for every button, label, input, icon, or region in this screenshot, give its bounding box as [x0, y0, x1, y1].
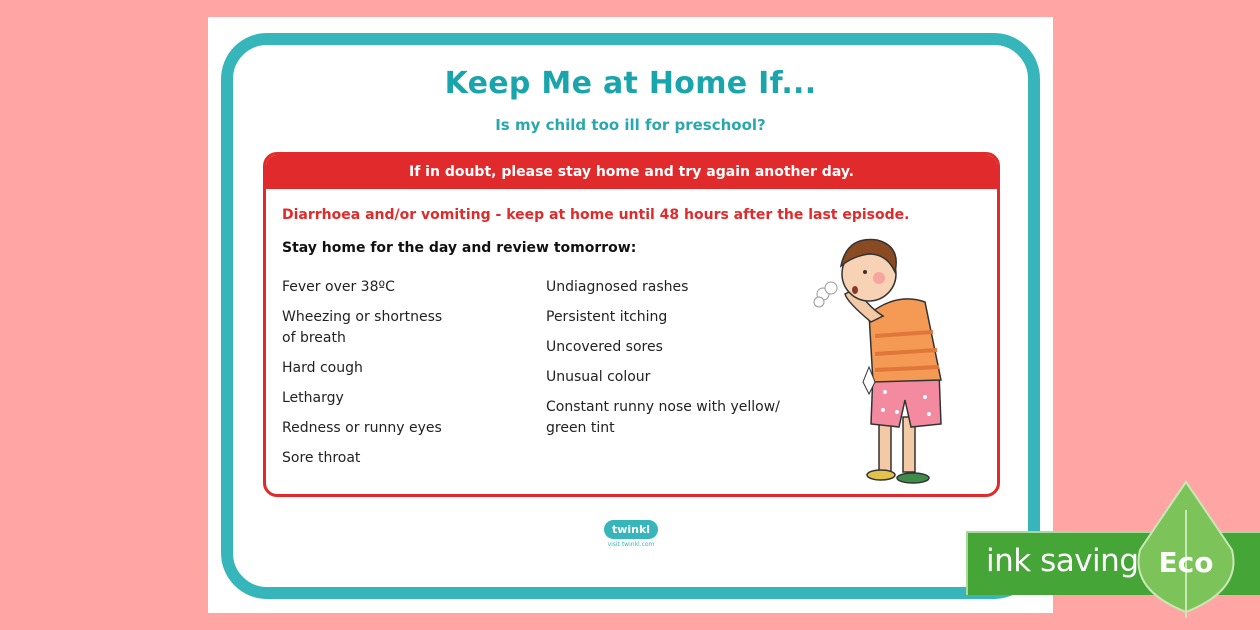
- list-item: Redness or runny eyes: [282, 420, 442, 436]
- ink-saving-label: ink saving: [986, 543, 1139, 579]
- stay-home-instruction: Stay home for the day and review tomorrow:: [282, 240, 637, 256]
- list-item: Sore throat: [282, 450, 361, 466]
- symptom-list-right: [546, 277, 816, 448]
- eco-leaf-icon: [1130, 480, 1242, 620]
- doubt-banner: If in doubt, please stay home and try again another day.: [266, 155, 997, 189]
- eco-badge-text: Eco: [1158, 546, 1214, 579]
- page-subtitle: Is my child too ill for preschool?: [495, 116, 766, 134]
- list-item: Lethargy: [282, 390, 344, 406]
- list-item: Wheezing or shortness of breath: [282, 309, 443, 346]
- logo-url: visit twinkl.com: [607, 541, 655, 548]
- list-item: Persistent itching: [546, 309, 668, 325]
- list-item: Constant runny nose with yellow/ green tint: [546, 399, 780, 436]
- list-item: Hard cough: [282, 360, 363, 376]
- page-title: Keep Me at Home If...: [444, 66, 817, 101]
- sick-child-illustration: [807, 232, 957, 490]
- logo-text: twinkl: [604, 520, 658, 539]
- diarrhoea-warning: Diarrhoea and/or vomiting - keep at home until 48 hours after the last episode.: [282, 207, 910, 223]
- list-item: Uncovered sores: [546, 339, 663, 355]
- list-item: Fever over 38ºC: [282, 279, 395, 295]
- twinkl-logo: [603, 518, 659, 558]
- list-item: Undiagnosed rashes: [546, 279, 689, 295]
- symptom-list-left: [282, 277, 532, 478]
- list-item: Unusual colour: [546, 369, 651, 385]
